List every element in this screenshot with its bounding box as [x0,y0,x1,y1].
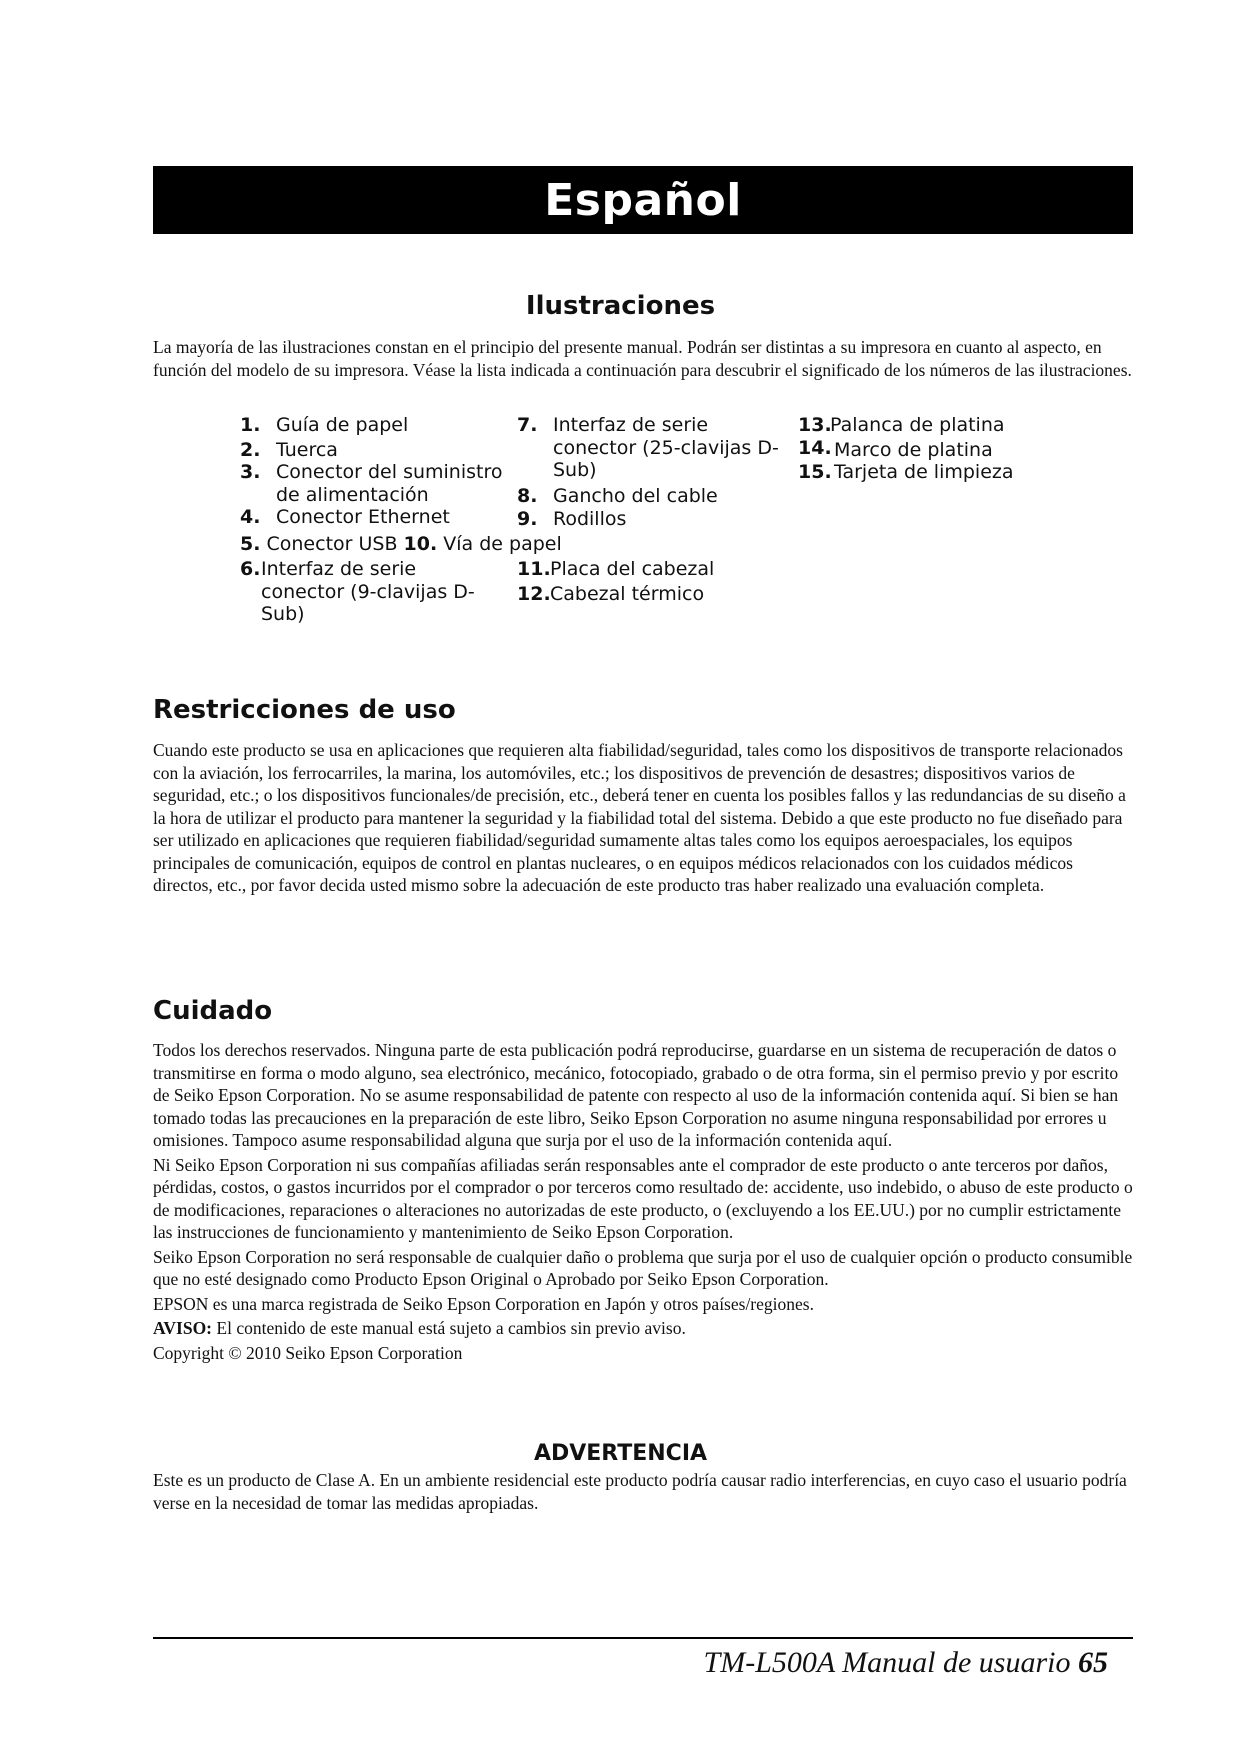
footer [704,1646,1108,1680]
notice-label: AVISO: [153,1318,213,1338]
care-paragraph-1: Todos los derechos reservados. Ninguna parte de esta publicación podrá reproducirse, guardarse en un sistema de recuperación de datos o transmitirse en forma o modo alguno, sea electrónico, mecánico, fotocopiado, grabado o de otra forma, sin el permiso previo y por escrito de Seiko Epson Corporation. No se asume responsabilidad de patente con respecto al uso de la información contenida aquí. Si bien se han tomado todas las precauciones en la preparación de este libro, Seiko Epson Corporation no asume ninguna responsabilidad por errores u omisiones. Tampoco asume responsabilidad alguna que surja por el uso de la información contenida aquí. [153,1040,1119,1150]
care-paragraph-3: Seiko Epson Corporation no será responsable de cualquier daño o problema que surja por el uso de cualquier opción o producto consumible que no esté designado como Producto Epson Original o Aprobado por Seiko Epson Corporation. [153,1246,1133,1289]
notice [153,1317,1133,1340]
list-item: 5. Conector USB 10. Vía de papel [240,533,562,555]
warning-title: ADVERTENCIA [533,1441,708,1466]
notice-text: El contenido de este manual está sujeto a cambios sin previo aviso. [212,1318,686,1338]
illustrations-title: Ilustraciones [525,291,716,321]
page-number: 65 [1078,1646,1108,1679]
care-paragraph-2: Ni Seiko Epson Corporation ni sus compañías afiliadas serán responsables ante el comprador de este producto o ante terceros por daños, pérdidas, costos, o gastos incurridos por el comprador o por terceros como resultado de: accidente, uso indebido, o abuso de este producto o de modificaciones, reparaciones o alteraciones no autorizadas de este producto, o (excluyendo a los EE.UU.) por no cumplir estrictamente las instrucciones de funcionamiento y mantenimiento de Seiko Epson Corporation. [153,1154,1133,1242]
copyright: Copyright © 2010 Seiko Epson Corporation [153,1342,463,1363]
warning-paragraph: Este es un producto de Clase A. En un ambiente residencial este producto podría causar radio interferencias, en cuyo caso el usuario podría verse en la necesidad de tomar las medidas apropiadas. [153,1470,1127,1513]
care-title: Cuidado [153,996,273,1026]
restrictions-title: Restricciones de uso [153,695,456,725]
care-paragraph-4: EPSON es una marca registrada de Seiko Epson Corporation en Japón y otros países/regiones. [153,1293,814,1314]
illustrations-paragraph: La mayoría de las ilustraciones constan en el principio del presente manual. Podrán ser distintas a su impresora en cuanto al aspecto, en función del modelo de su impresora. Véase la lista indicada a continuación para descubrir el significado de los números de las ilustraciones. [153,337,1132,380]
footer-rule [153,1637,1133,1639]
restrictions-paragraph: Cuando este producto se usa en aplicaciones que requieren alta fiabilidad/seguridad, tales como los dispositivos de transporte relacionados con la aviación, los ferrocarriles, la marina, los automóviles, etc.; los dispositivos de prevención de desastres; dispositivos varios de seguridad, etc.; o los dispositivos funcionales/de precisión, etc., deberá tener en cuenta los posibles fallos y las redundancias de su diseño a la hora de utilizar el producto para mantener la seguridad y la fiabilidad total del sistema. Debido a que este producto no fue diseñado para ser utilizado en aplicaciones que requieren fiabilidad/seguridad sumamente altas tales como los equipos aeroespaciales, los equipos principales de comunicación, equipos de control en plantas nucleares, o en equipos médicos relacionados con los cuidados médicos directos, etc., por favor decida usted mismo sobre la adecuación de este producto tras haber realizado una evaluación completa. [153,740,1126,895]
banner-title: Español [544,174,742,226]
care-body [153,1039,1133,1366]
language-banner [153,166,1133,234]
footer-doc-title: TM-L500A Manual de usuario [703,1646,1071,1679]
